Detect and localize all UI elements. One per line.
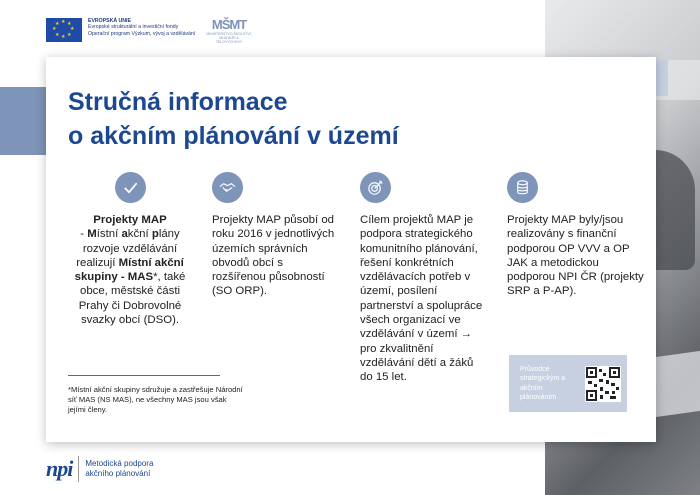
target-icon xyxy=(360,172,391,203)
guide-text: Průvodce strategickým a akčním plánováním xyxy=(520,365,566,401)
msmt-logo: MŠMT MINISTERSTVO ŠKOLSTVÍ, MLÁDEŽE A TĚLOVÝCHOVY xyxy=(206,17,252,44)
eu-flag-icon: ★ ★ ★ ★ ★ ★ ★ ★ xyxy=(46,18,82,42)
checkmark-icon xyxy=(115,172,146,203)
footer-separator xyxy=(78,456,79,482)
column-cil xyxy=(360,172,485,385)
info-card xyxy=(46,57,656,442)
column-2-text: Projekty MAP působí od roku 2016 v jednotlivých územích správních obvodů obcí s rozšířenou působností (SO ORP). xyxy=(212,214,335,298)
eu-logo-text: EVROPSKÁ UNIE Evropské strukturální a investiční fondy Operační program Výzkum, vývoj a vzdělávání xyxy=(88,18,196,37)
footnote-divider xyxy=(68,375,220,376)
footnote: *Místní akční skupiny sdružuje a zastřešuje Národní síť MAS (NS MAS), ne všechny MAS jsou však jejími členy. xyxy=(68,385,243,415)
qr-code-icon[interactable] xyxy=(585,366,621,402)
npi-logo: npi xyxy=(46,456,73,481)
column-projekty-map xyxy=(68,172,192,327)
page-title: Stručná informace o akčním plánování v území xyxy=(68,88,399,150)
guide-link-box[interactable] xyxy=(509,355,627,412)
footer-logo xyxy=(46,456,153,482)
column-pusobnost xyxy=(212,172,337,299)
handshake-icon xyxy=(212,172,243,203)
footer-text: Metodická podpora akčního plánování xyxy=(85,459,154,478)
coins-icon xyxy=(507,172,538,203)
column-4-text: Projekty MAP byly/jsou realizovány s finanční podporou OP VVV a OP JAK a metodickou podporou NPI ČR (projekty SRP a P-AP). xyxy=(507,214,644,298)
column-1-text: Projekty MAP - Místní akční plány rozvoje vzdělávání realizují Místní akční skupiny - MAS*, také obce, městské části Prahy či Dobrovolné svazky obcí (DSO). xyxy=(74,214,186,327)
accent-block-left xyxy=(0,87,47,155)
column-financovani xyxy=(507,172,647,299)
column-3-text: Cílem projektů MAP je podpora strategického komunitního plánování, řešení konkrétních vzdělávacích potřeb v území, posílení partnerství a spolupráce všech organizací ve vzdělávání v území → pro zkvalitnění vzdělávání dětí a žáků do 15 let. xyxy=(360,214,483,384)
